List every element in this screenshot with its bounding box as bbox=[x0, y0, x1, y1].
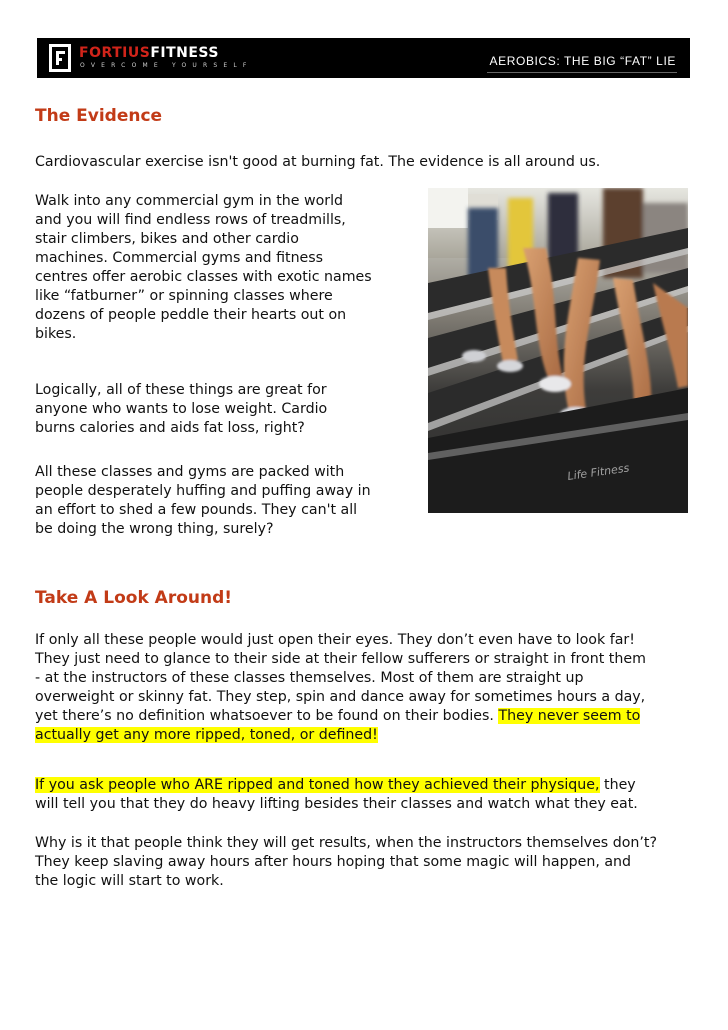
header-divider bbox=[487, 72, 677, 73]
fortius-logo-icon bbox=[49, 44, 71, 72]
treadmill-runners-photo bbox=[428, 188, 688, 513]
paragraph-gyms: Walk into any commercial gym in the world and you will find endless rows of treadmills, stair climbers, bikes and other cardio machines. Commercial gyms and fitness centres offer aerobic classes with exotic names like “fatburner” or spinning classes where dozens of people peddle their hearts out on bikes. bbox=[35, 193, 372, 342]
highlight-never-ripped: They never seem to bbox=[498, 708, 641, 724]
section-heading-evidence: The Evidence bbox=[35, 106, 163, 126]
brand-tagline: OVERCOME YOURSELF bbox=[80, 62, 253, 69]
brand-logo-text: FORTIUSFITNESS bbox=[79, 45, 219, 61]
intro-paragraph: Cardiovascular exercise isn't good at burning fat. The evidence is all around us. bbox=[35, 154, 601, 170]
paragraph-why-results: Why is it that people think they will get results, when the instructors themselves don’t? They keep slaving away hours after hours hoping that some magic will happen, and the logic will start to work. bbox=[35, 835, 657, 889]
section-heading-look-around: Take A Look Around! bbox=[35, 588, 233, 608]
treadmill-brand-text: Life Fitness bbox=[566, 461, 631, 483]
header-bar bbox=[37, 38, 690, 78]
header-title: AEROBICS: THE BIG “FAT” LIE bbox=[489, 54, 676, 68]
paragraph-open-eyes: If only all these people would just open their eyes. They don’t even have to look far! They just need to glance to their side at their fellow sufferers or straight in front them - at the instructors of these classes themselves. Most of them are straight up overweight or skinny fat. They step, spin and dance away for sometimes hours a day, yet there’s no definition whatsoever to be found on their bodies. They never seem to actually get any more ripped, toned, or defined! bbox=[35, 632, 646, 743]
paragraph-classes: All these classes and gyms are packed with people desperately huffing and puffing away in an effort to shed a few pounds. They can't all be doing the wrong thing, surely? bbox=[35, 464, 371, 537]
highlight-ask-ripped: If you ask people who ARE ripped and toned how they achieved their physique, bbox=[35, 777, 600, 793]
paragraph-ask-ripped: If you ask people who ARE ripped and toned how they achieved their physique, they will tell you that they do heavy lifting besides their classes and watch what they eat. bbox=[35, 777, 638, 812]
highlight-never-ripped-cont: actually get any more ripped, toned, or defined! bbox=[35, 727, 378, 743]
paragraph-logically: Logically, all of these things are great for anyone who wants to lose weight. Cardio burns calories and aids fat loss, right? bbox=[35, 382, 328, 436]
treadmill-photo-illustration bbox=[428, 188, 688, 513]
